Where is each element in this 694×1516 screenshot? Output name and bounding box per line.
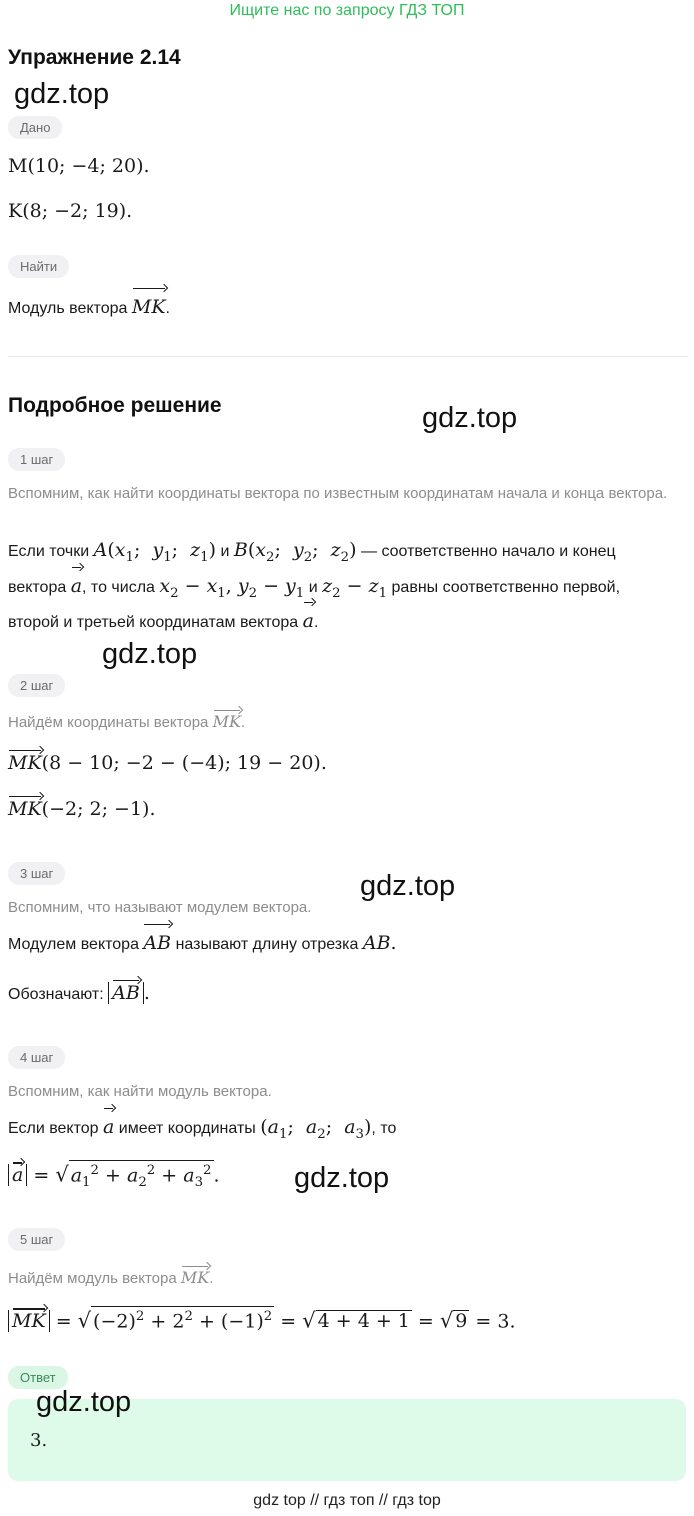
answer-pill: Ответ xyxy=(8,1366,68,1389)
watermark: gdz.top xyxy=(102,638,198,670)
step1-line2: вектора a, то числа $x_2 - x_1$, $y_2 - y_1$ и $z_2 - z_1$ равны соответственно первой, xyxy=(8,569,692,611)
given-line-m: M(10; −4; 20). xyxy=(8,155,150,177)
step2-line2: MK(−2; 2; −1). xyxy=(8,798,156,820)
step1-line3: второй и третьей координатам вектора a. xyxy=(8,604,318,640)
answer-value: 3. xyxy=(30,1430,48,1451)
step3-line1: Модулем вектора AB называют длину отрезка AB. xyxy=(8,926,397,962)
step4-hint: Вспомним, как найти модуль вектора. xyxy=(8,1083,272,1100)
watermark: gdz.top xyxy=(422,402,518,434)
top-search-link[interactable]: Ищите нас по запросу ГДЗ ТОП xyxy=(229,2,465,19)
find-text: Модуль вектора MK. xyxy=(8,290,170,326)
watermark: gdz.top xyxy=(36,1386,132,1418)
step3-hint: Вспомним, что называют модулем вектора. xyxy=(8,899,312,916)
step4-line1: Если вектор a имеет координаты ($a_1$; $a_2$; $a_3$), то xyxy=(8,1110,396,1152)
step4-pill: 4 шаг xyxy=(8,1046,65,1069)
step4-formula: a = √ $a_1^2 + a_2^2 + a_3^2$ . xyxy=(8,1160,220,1193)
given-pill: Дано xyxy=(8,116,62,139)
step5-pill: 5 шаг xyxy=(8,1228,65,1251)
given-line-k: K(8; −2; 19). xyxy=(8,200,133,222)
find-pill: Найти xyxy=(8,255,69,278)
step2-pill: 2 шаг xyxy=(8,674,65,697)
footer-links[interactable]: gdz top // гдз топ // гдз top xyxy=(253,1492,441,1509)
watermark: gdz.top xyxy=(294,1162,390,1194)
step2-hint: Найдём координаты вектора MK. xyxy=(8,712,246,731)
step5-formula: MK = √ $(-2)^2 + 2^2 + (-1)^2$ = √ 4 + 4 + 1 = √ 9 = 3. xyxy=(8,1306,516,1332)
step1-hint: Вспомним, как найти координаты вектора по известным координатам начала и конца вектора. xyxy=(8,485,668,502)
step3-pill: 3 шаг xyxy=(8,862,65,885)
exercise-title: Упражнение 2.14 xyxy=(8,46,181,69)
step3-line2: Обозначают: AB . xyxy=(8,982,150,1004)
step1-pill: 1 шаг xyxy=(8,448,65,471)
step2-line1: MK(8 − 10; −2 − (−4); 19 − 20). xyxy=(8,752,327,774)
solution-title: Подробное решение xyxy=(8,394,222,417)
watermark: gdz.top xyxy=(14,78,110,110)
divider xyxy=(8,356,688,357)
watermark: gdz.top xyxy=(360,870,456,902)
step5-hint: Найдём модуль вектора MK. xyxy=(8,1268,214,1287)
step1-line1: Если точки $A(x_1$; $y_1$; $z_1$) и $B(x_2$; $y_2$; $z_2$) — соответственно начало и конец xyxy=(8,539,616,565)
